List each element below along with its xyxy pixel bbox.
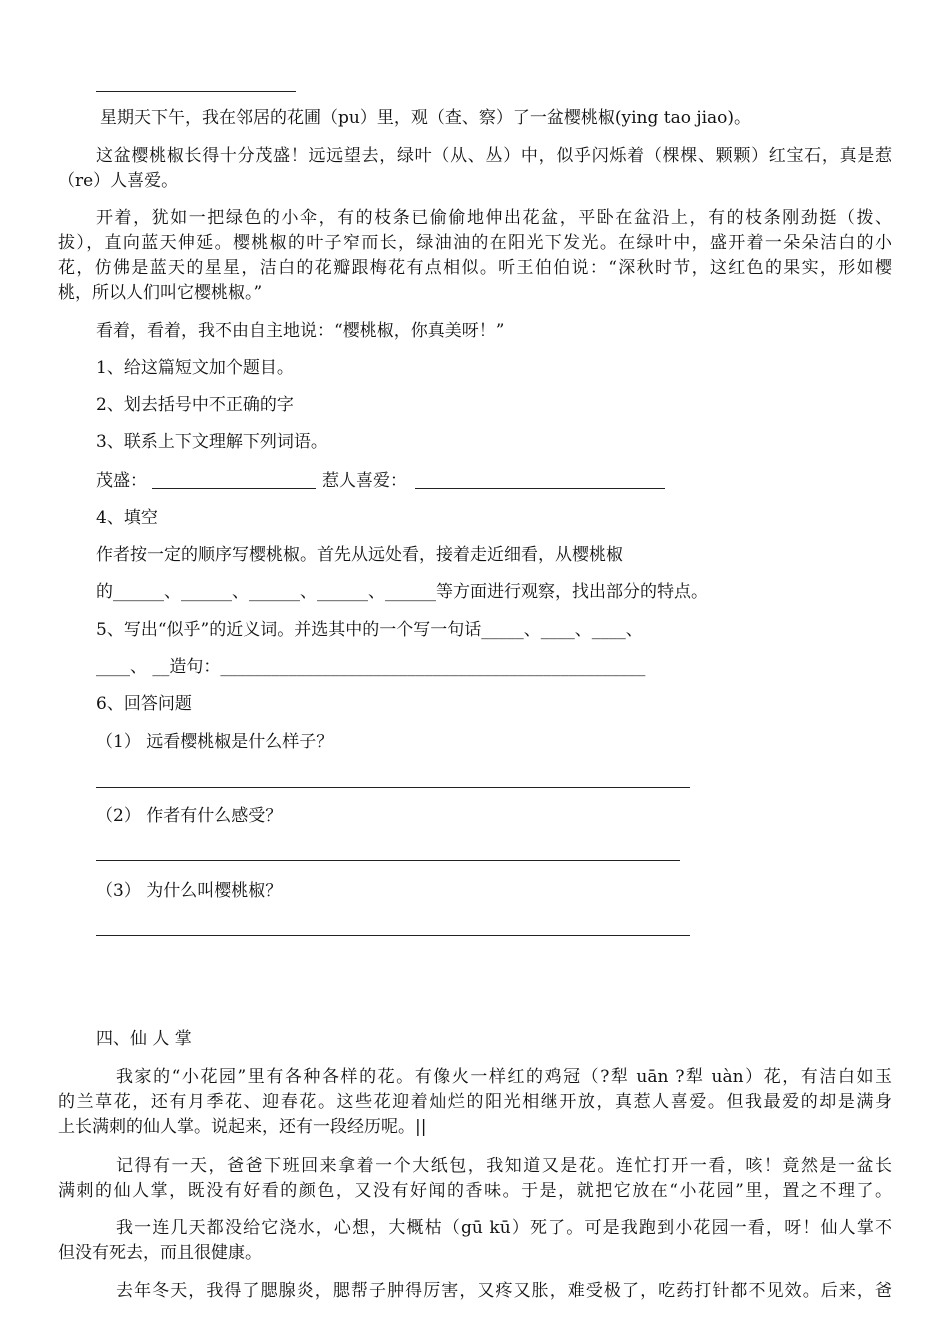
passage1-paragraph-4: 看着，看着，我不由自主地说：“樱桃椒，你真美呀！”	[96, 321, 505, 341]
section-4-title: 四、仙 人 掌	[96, 1029, 192, 1049]
question-4: 4、填空	[96, 508, 158, 528]
passage1-paragraph-3-line-4: 桃，所以人们叫它樱桃椒。”	[58, 283, 263, 303]
question-6-sub-2: （2） 作者有什么感受？	[96, 806, 283, 826]
passage1-paragraph-1: 星期天下午，我在邻居的花圃（pu）里，观（查、察）了一盆樱桃椒(ying tao jiao)。	[100, 108, 752, 128]
section-4-paragraph-1-line-2: 的兰草花，还有月季花、迎春花。这些花迎着灿烂的阳光相继开放，真惹人喜爱。但我最爱的却是满身	[58, 1092, 892, 1112]
question-6-sub-3-answer-line[interactable]	[96, 935, 690, 936]
question-6-sub-3: （3） 为什么叫樱桃椒？	[96, 881, 283, 901]
passage1-paragraph-3-line-3: 花，仿佛是蓝天的星星，洁白的花瓣跟梅花有点相似。听王伯伯说：“深秋时节，这红色的果实，形如樱	[58, 258, 892, 278]
question-3: 3、联系上下文理解下列词语。	[96, 432, 328, 452]
question-3-word-2: 惹人喜爱：	[322, 471, 407, 491]
section-4-paragraph-2-line-2: 满刺的仙人掌，既没有好看的颜色，又没有好闻的香味。于是，就把它放在“小花园”里，置之不理了。	[58, 1181, 892, 1201]
question-3-answer-line-2[interactable]	[415, 488, 665, 489]
passage1-paragraph-3-line-1: 开着，犹如一把绿色的小伞，有的枝条已偷偷地伸出花盆，平卧在盆沿上，有的枝条刚劲挺（拨、	[96, 208, 892, 228]
question-4-line-2: 的______、______、______、______、______等方面进行观察，找出部分的特点。	[96, 582, 708, 602]
question-1: 1、给这篇短文加个题目。	[96, 358, 294, 378]
question-6-sub-2-answer-line[interactable]	[96, 860, 680, 861]
question-3-word-1: 茂盛：	[96, 471, 147, 491]
section-4-paragraph-1-line-1: 我家的“小花园”里有各种各样的花。有像火一样红的鸡冠（?犁 uān ?犁 uàn）花，有洁白如玉	[116, 1067, 892, 1087]
question-3-answer-line-1[interactable]	[152, 488, 316, 489]
passage1-paragraph-2-line-1: 这盆樱桃椒长得十分茂盛！远远望去，绿叶（从、丛）中，似乎闪烁着（棵棵、颗颗）红宝石，真是惹	[96, 146, 892, 166]
passage1-paragraph-3-line-2: 拔），直向蓝天伸延。樱桃椒的叶子窄而长，绿油油的在阳光下发光。在绿叶中，盛开着一朵朵洁白的小	[58, 233, 892, 253]
section-4-paragraph-4-line-1: 去年冬天，我得了腮腺炎，腮帮子肿得厉害，又疼又胀，难受极了，吃药打针都不见效。后来，爸	[116, 1281, 892, 1301]
section-4-paragraph-3-line-1: 我一连几天都没给它浇水，心想，大概枯（gū kū）死了。可是我跑到小花园一看，呀！仙人掌不	[116, 1218, 892, 1238]
section-4-paragraph-2-line-1: 记得有一天，爸爸下班回来拿着一个大纸包，我知道又是花。连忙打开一看，咳！竟然是一盆长	[116, 1156, 892, 1176]
question-6: 6、回答问题	[96, 694, 192, 714]
question-4-line-1: 作者按一定的顺序写樱桃椒。首先从远处看，接着走近细看，从樱桃椒	[96, 545, 623, 565]
question-6-sub-1: （1） 远看樱桃椒是什么样子？	[96, 732, 334, 752]
section-4-paragraph-3-line-2: 但没有死去，而且很健康。	[58, 1243, 262, 1263]
question-2: 2、划去括号中不正确的字	[96, 395, 294, 415]
section-4-paragraph-1-line-3: 上长满刺的仙人掌。说起来，还有一段经历呢。||	[58, 1117, 427, 1137]
question-5-line-2: ____、 __造句：__________________________________________________	[96, 657, 646, 677]
top-blank-line	[96, 91, 296, 92]
passage1-paragraph-2-line-2: （re）人喜爱。	[58, 171, 179, 191]
question-5-line-1: 5、写出“似乎”的近义词。并选其中的一个写一句话_____、____、____、	[96, 620, 643, 640]
question-6-sub-1-answer-line[interactable]	[96, 787, 690, 788]
